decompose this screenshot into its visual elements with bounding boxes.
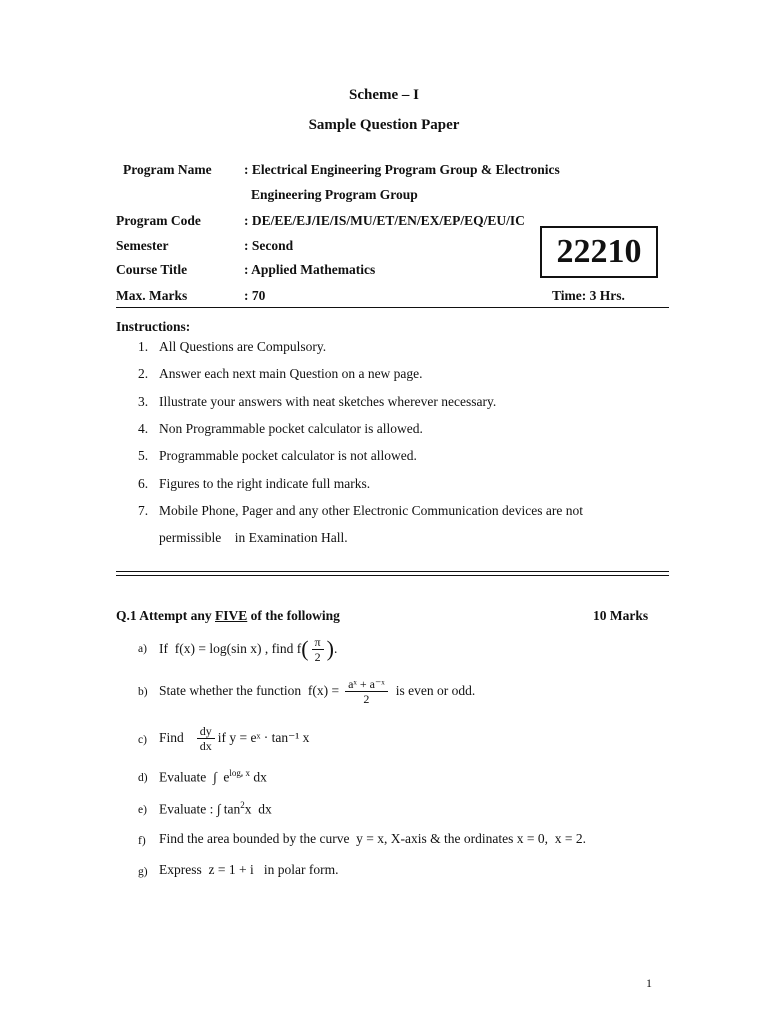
semester-value: : Second [244, 238, 294, 253]
program-code-label: Program Code [116, 213, 201, 228]
program-name-value: : Electrical Engineering Program Group & Electronics [244, 162, 560, 177]
question-f: Find the area bounded by the curve y = x, X-axis & the ordinates x = 0, x = 2. [159, 831, 586, 846]
question-letter: a) [138, 643, 147, 655]
list-item-number: 2. [138, 366, 149, 381]
list-item-number: 7. [138, 503, 149, 518]
list-item-number: 3. [138, 394, 149, 409]
list-item: Answer each next main Question on a new page. [159, 366, 423, 381]
question-b: State whether the function f(x) = $\frac{\text{aˣ + a⁻ˣ}}{2}$ is even or odd. [159, 676, 476, 706]
list-item: Mobile Phone, Pager and any other Electronic Communication devices are not [159, 503, 584, 518]
question-letter: g) [138, 866, 148, 878]
instructions-heading: Instructions: [116, 319, 191, 334]
list-item-number: 6. [138, 476, 149, 491]
program-name-label: Program Name [123, 162, 212, 177]
question-a: If f(x) = log(sin x) , find f ( $\frac{\pi}{2}$ ) . [159, 634, 338, 664]
semester-label: Semester [116, 238, 169, 253]
list-item-continuation: permissible in Examination Hall. [159, 530, 348, 545]
list-item-number: 5. [138, 448, 149, 463]
question-letter: c) [138, 734, 147, 746]
list-item: Illustrate your answers with neat sketches wherever necessary. [159, 394, 497, 409]
program-code-value: : DE/EE/EJ/IE/IS/MU/ET/EN/EX/EP/EQ/EU/IC [244, 213, 525, 228]
list-item-number: 1. [138, 339, 149, 354]
list-item: All Questions are Compulsory. [159, 339, 327, 354]
max-marks-label: Max. Marks [116, 288, 188, 303]
page-number: 1 [646, 976, 652, 990]
list-item-number: 4. [138, 421, 149, 436]
question-g: Express z = 1 + i in polar form. [159, 862, 339, 877]
question-letter: e) [138, 804, 147, 816]
program-name-value-cont: Engineering Program Group [251, 187, 418, 202]
course-title-label: Course Title [116, 262, 188, 277]
question-e: Evaluate : ∫ $\tan^2x$ dx [159, 800, 272, 817]
list-item: Figures to the right indicate full marks. [159, 476, 371, 491]
page-title: Sample Question Paper [308, 117, 460, 133]
question-letter: f) [138, 835, 146, 847]
course-title-value: : Applied Mathematics [244, 262, 376, 277]
scheme-heading: Scheme – I [349, 87, 419, 103]
section-divider-top [116, 571, 669, 572]
q1-marks: 10 Marks [593, 608, 649, 623]
max-marks-value: : 70 [244, 288, 266, 303]
question-letter: b) [138, 686, 148, 698]
question-d: Evaluate ∫ $e^{log_e x}$ dx [159, 768, 267, 785]
q1-heading: Q.1 Attempt any FIVE of the following [116, 608, 340, 623]
list-item: Non Programmable pocket calculator is allowed. [159, 421, 423, 436]
time-duration: Time: 3 Hrs. [552, 288, 625, 303]
question-letter: d) [138, 772, 148, 784]
header-divider [116, 307, 669, 308]
question-c: Find $\frac{dy}{dx}$ if y = eˣ · tan⁻¹ x [159, 723, 310, 753]
list-item: Programmable pocket calculator is not allowed. [159, 448, 417, 463]
section-divider-bottom [116, 575, 669, 576]
course-code-box: 22210 [540, 226, 658, 278]
